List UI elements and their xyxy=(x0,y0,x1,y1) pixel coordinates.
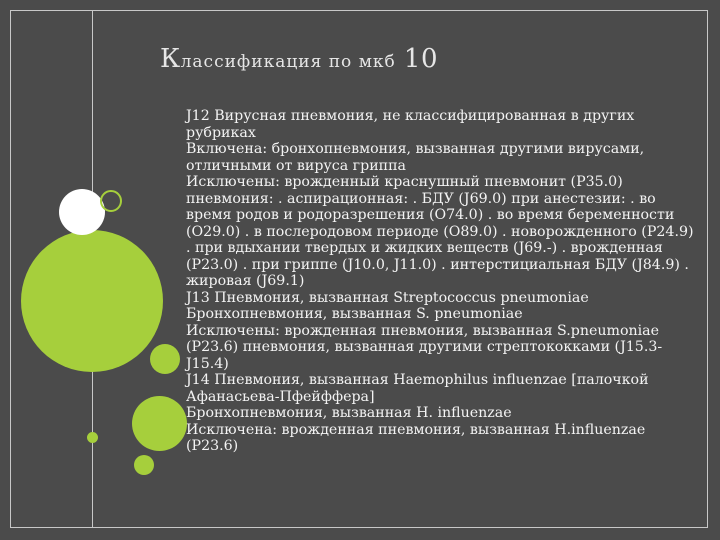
slide-content xyxy=(186,108,698,455)
title-first-letter: К xyxy=(160,44,181,74)
title-number: 10 xyxy=(403,44,439,74)
paragraph-j14-bronchopneumonia: Бронхопневмония, вызванная H. influenzae xyxy=(186,405,512,421)
paragraph-j12-excluded: Исключены: врожденный краснушный пневмонит (P35.0) пневмония: . аспирационная: . БДУ (J69.0) при анестезии: . во время родов и родоразрешения (O74.0) . во время беременности (O29.0) . в послеродовом периоде (O89.0) . новорожденного (P24.9) . при вдыхании твердых и жидких веществ (J69.-) . врожденная (P23.0) . при гриппе (J10.0, J11.0) . интерстициальная БДУ (J84.9) . жировая (J69.1) xyxy=(186,174,694,289)
medium-green-circle xyxy=(150,344,180,374)
paragraph-j13-bronchopneumonia: Бронхопневмония, вызванная S. pneumoniae xyxy=(186,306,523,322)
paragraph-j13: J13 Пневмония, вызванная Streptococcus pneumoniae xyxy=(186,289,589,306)
paragraph-j14-excluded: Исключена: врожденная пневмония, вызванная H.influenzae (P23.6) xyxy=(186,421,646,454)
green-circle-lower xyxy=(132,396,187,451)
green-ring-circle xyxy=(100,190,122,212)
paragraph-j13-excluded: Исключены: врожденная пневмония, вызванная S.pneumoniae (P23.6) пневмония, вызванная другими стрептококками (J15.3-J15.4) xyxy=(186,322,663,372)
small-green-circle xyxy=(134,455,154,475)
paragraph-j12-included: Включена: бронхопневмония, вызванная другими вирусами, отличными от вируса гриппа xyxy=(186,141,645,174)
slide-title xyxy=(160,44,438,74)
paragraph-j14: J14 Пневмония, вызванная Haemophilus influenzae [палочкой Афанасьева-Пфейффера] xyxy=(186,372,649,405)
tiny-green-dot xyxy=(87,432,98,443)
paragraph-j12: J12 Вирусная пневмония, не классифицированная в других рубриках xyxy=(186,108,635,141)
title-rest: лассификация по мкб xyxy=(180,52,396,72)
large-green-circle xyxy=(21,230,163,372)
white-circle xyxy=(59,189,105,235)
